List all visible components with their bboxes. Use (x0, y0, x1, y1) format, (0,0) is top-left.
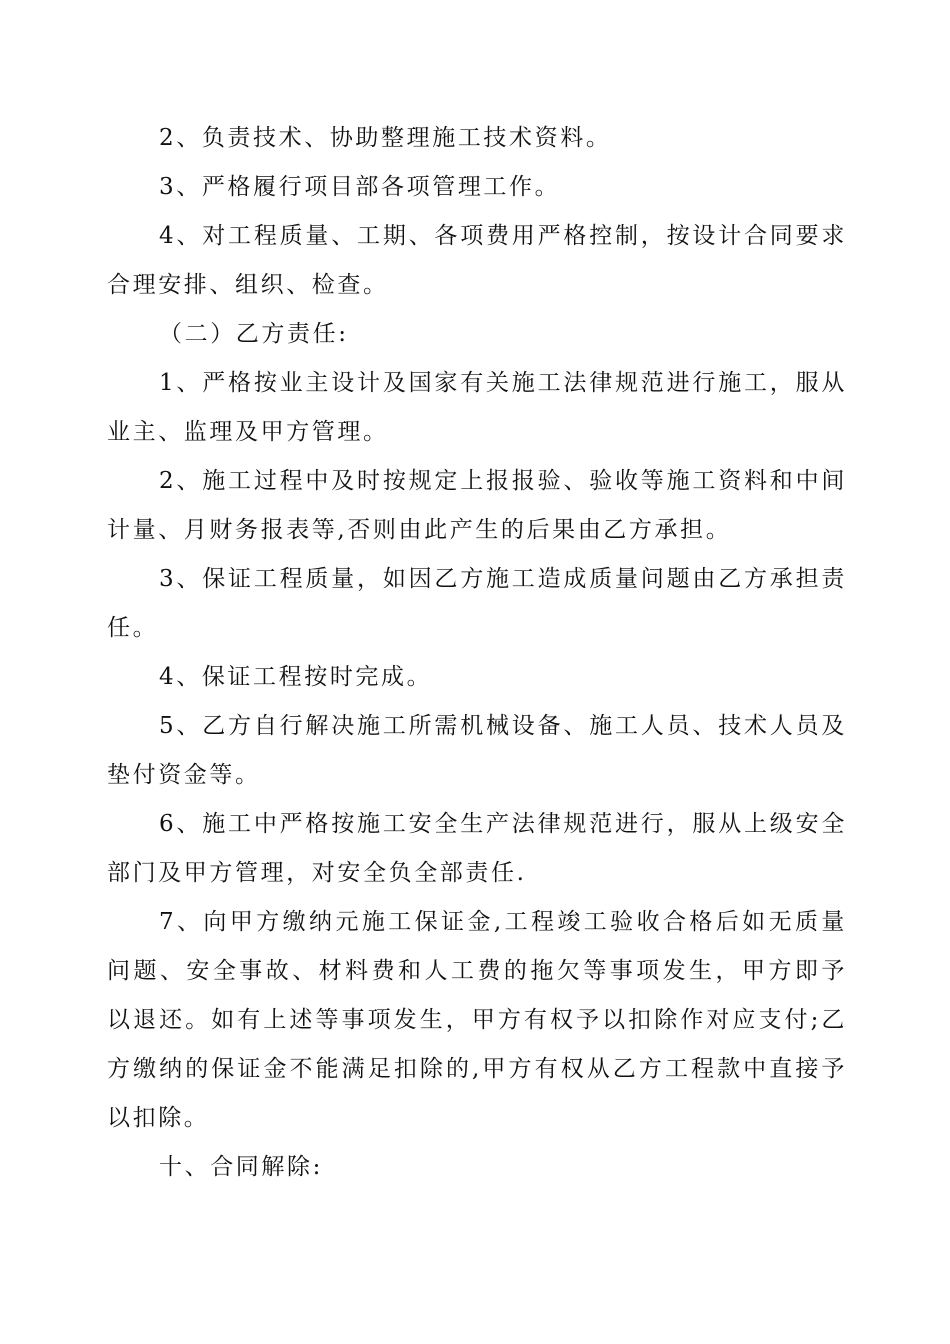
paragraph-b-item-6: 6、施工中严格按施工安全生产法律规范进行，服从上级安全部门及甲方管理，对安全负全部责任. (107, 811, 847, 886)
paragraph-b-item-5: 5、乙方自行解决施工所需机械设备、施工人员、技术人员及垫付资金等。 (107, 713, 847, 788)
paragraph-item-2-technical: 2、负责技术、协助整理施工技术资料。 (159, 125, 612, 151)
paragraph-b-item-1: 1、严格按业主设计及国家有关施工法律规范进行施工，服从业主、监理及甲方管理。 (107, 370, 847, 445)
paragraph-b-item-4: 4、保证工程按时完成。 (159, 664, 433, 690)
paragraph-b-item-2: 2、施工过程中及时按规定上报报验、验收等施工资料和中间计量、月财务报表等,否则由此产生的后果由乙方承担。 (107, 468, 847, 543)
section-heading-termination: 十、合同解除: (159, 1154, 323, 1180)
paragraph-b-item-3: 3、保证工程质量，如因乙方施工造成质量问题由乙方承担责任。 (107, 566, 847, 641)
paragraph-b-item-7: 7、向甲方缴纳元施工保证金,工程竣工验收合格后如无质量问题、安全事故、材料费和人工费的拖欠等事项发生，甲方即予以退还。如有上述等事项发生，甲方有权予以扣除作对应支付;乙方缴纳的保证金不能满足扣除的,甲方有权从乙方工程款中直接予以扣除。 (107, 909, 847, 1131)
paragraph-item-3-management: 3、严格履行项目部各项管理工作。 (159, 174, 561, 200)
paragraph-item-4-control: 4、对工程质量、工期、各项费用严格控制，按设计合同要求合理安排、组织、检查。 (107, 223, 847, 298)
section-heading-party-b: （二）乙方责任: (159, 321, 349, 347)
document-body (107, 114, 847, 1192)
